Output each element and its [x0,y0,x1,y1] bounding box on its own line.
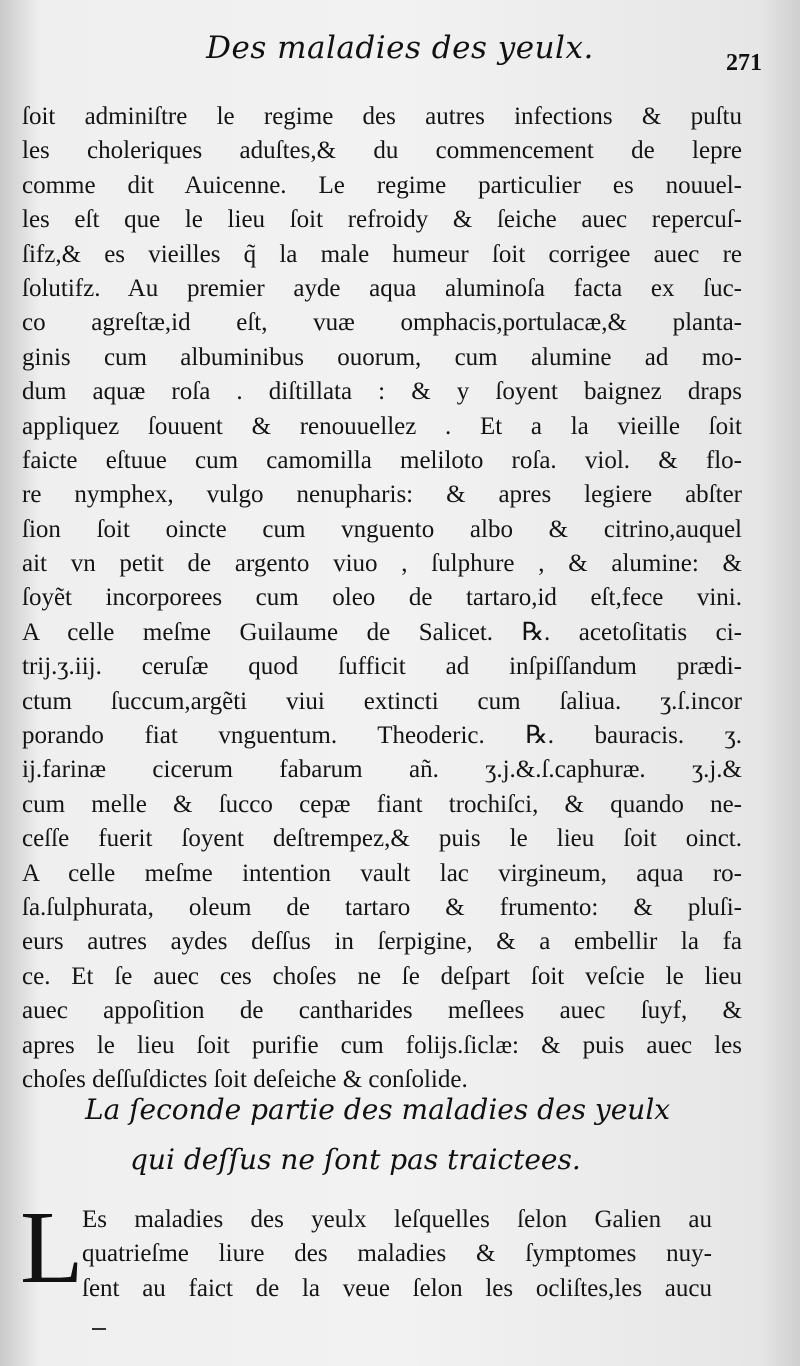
text-line: les choleriques aduſtes,& du commencement de lepre [22,137,742,165]
running-header-title: Des maladies des yeulx. [206,30,594,66]
text-line: ait vn petit de argento viuo , ſulphure , & alumine: & [22,550,742,578]
text-line: porando fiat vnguentum. Theoderic. ℞. bauracis. ʒ. [22,722,742,750]
main-text-block [22,100,742,1097]
text-line: ſa.ſulphurata, oleum de tartaro & frumento: & pluſi- [22,893,742,921]
text-line: ginis cum albuminibus ouorum, cum alumine ad mo- [22,343,742,371]
text-line: comme dit Auicenne. Le regime particulier es nouuel- [22,171,742,199]
section-heading-line-1: La ſeconde partie des maladies des yeulx [85,1093,671,1126]
text-line: ſent au faict de la veue ſelon les ocliſtes,les aucu [82,1274,712,1302]
text-line: A celle meſme Guilaume de Salicet. ℞. acetoſitatis ci- [22,618,742,646]
text-line: les eſt que le lieu ſoit refroidy & ſeiche auec repercuſ- [22,206,742,234]
text-line: ſoyẽt incorporees cum oleo de tartaro,id eſt,fece vini. [22,584,742,612]
text-line: cum melle & ſucco cepæ fiant trochiſci, & quando ne- [22,790,742,818]
text-line: appliquez ſouuent & renouuellez . Et a la vieille ſoit [22,412,742,440]
text-line: re nymphex, vulgo nenupharis: & apres legiere abſter [22,481,742,509]
text-line: quatrieſme liure des maladies & ſymptomes nuy- [82,1240,712,1268]
text-line: ceſſe fuerit ſoyent deſtrempez,& puis le lieu ſoit oinct. [22,825,742,853]
text-line: choſes deſſuſdictes ſoit deſeiche & conſolide. [22,1065,468,1093]
text-line: ij.farinæ cicerum fabarum añ. ʒ.j.&.ſ.caphuræ. ʒ.j.& [22,756,742,784]
text-line: faicte eſtuue cum camomilla meliloto roſa. viol. & flo- [22,446,742,474]
text-line: Es maladies des yeulx leſquelles ſelon Galien au [82,1206,712,1233]
text-line: ſifz,& es vieilles q̃ la male humeur ſoit corrigee auec re [22,240,742,268]
text-line: ctum ſuccum,argẽti viui extincti cum ſaliua. ʒ.ſ.incor [22,687,742,715]
text-line: apres le lieu ſoit purifie cum folijs.ſiclæ: & puis auec les [22,1031,742,1059]
section-heading-line-2: qui deſſus ne ſont pas traictees. [130,1143,581,1176]
text-line: auec appoſition de cantharides meſlees auec ſuyf, & [22,997,742,1025]
text-line: co agreſtæ,id eſt, vuæ omphacis,portulacæ,& planta- [22,309,742,337]
section-text-block [82,1203,712,1306]
text-line: ſion ſoit oincte cum vnguento albo & citrino,auquel [22,515,742,543]
drop-cap-initial: L [20,1190,84,1305]
text-line: ſolutifz. Au premier ayde aqua aluminoſa facta ex ſuc- [22,274,742,302]
text-line: ſoit adminiſtre le regime des autres infections & puſtu [22,103,742,130]
page-number: 271 [726,50,762,76]
text-line: dum aquæ roſa . diſtillata : & y ſoyent baignez draps [22,378,742,406]
text-line: A celle meſme intention vault lac virgineum, aqua ro- [22,859,742,887]
text-line: eurs autres aydes deſſus in ſerpigine, & a embellir la fa [22,928,742,956]
text-line: trij.ʒ.iij. ceruſæ quod ſufficit ad inſpiſſandum prædi- [22,653,742,681]
catchword-mark [92,1328,106,1330]
text-line: ce. Et ſe auec ces choſes ne ſe deſpart ſoit veſcie le lieu [22,962,742,990]
